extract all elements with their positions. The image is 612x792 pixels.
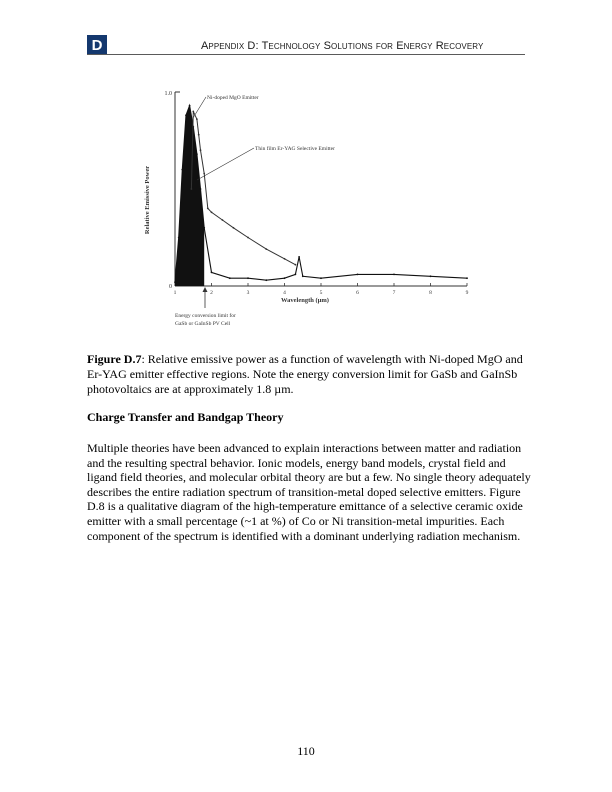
x-tick-label-6: 6: [356, 290, 359, 296]
header-divider: [87, 54, 525, 55]
y-axis-label: Relative Emissive Power: [144, 165, 151, 235]
series-ni-mgo-point: [357, 274, 359, 276]
caption-text: : Relative emissive power as a function of wavelength with Ni-doped MgO and Er-YAG emitter effective regions. Note the energy conversion limit for GaSb and GaInSb photovoltaics are at approximately 1.8 µm.: [87, 352, 523, 396]
series-er-yag-point: [233, 227, 235, 229]
figure-caption: [87, 352, 527, 397]
series-ni-mgo-point: [174, 281, 176, 283]
series-er-yag-point: [200, 149, 202, 151]
series-ni-mgo-point: [196, 153, 198, 155]
series-er-yag-point: [284, 258, 286, 260]
ni-mgo-emission-band: [175, 106, 204, 286]
series-ni-mgo-point: [211, 272, 213, 274]
series-er-yag-point: [211, 211, 213, 213]
running-header: Appendix D: Technology Solutions for Energy Recovery: [201, 40, 484, 52]
series-ni-mgo-point: [302, 275, 304, 277]
emissive-power-chart: [135, 80, 480, 335]
x-axis-label: Wavelength (µm): [281, 297, 329, 304]
series-ni-mgo-point: [203, 227, 205, 229]
x-tick-label-2: 2: [210, 290, 213, 296]
x-tick-label-3: 3: [246, 290, 250, 296]
x-tick-label-9: 9: [465, 290, 469, 296]
appendix-badge: D: [87, 35, 107, 55]
x-tick-label-8: 8: [429, 290, 432, 296]
series-ni-mgo-point: [466, 277, 468, 279]
series-er-yag-point: [192, 111, 194, 113]
series-er-yag-point: [247, 237, 249, 239]
y-tick-label-zero: 0: [169, 284, 172, 290]
y-tick-label-max: 1.0: [164, 91, 172, 97]
annotation-limit-line1: Energy conversion limit for: [175, 313, 236, 319]
annotation-er-yag-leader: [197, 148, 254, 180]
series-ni-mgo-point: [229, 277, 231, 279]
series-er-yag-point: [196, 118, 198, 120]
figure-label: Figure D.7: [87, 352, 142, 366]
x-tick-label-5: 5: [319, 290, 323, 296]
section-heading: Charge Transfer and Bandgap Theory: [87, 410, 284, 424]
series-ni-mgo-point: [284, 277, 286, 279]
annotation-er-yag: Thin film Er-YAG Selective Emitter: [255, 146, 335, 152]
page-number: 110: [297, 744, 315, 758]
series-ni-mgo-point: [320, 277, 322, 279]
series-ni-mgo-point: [247, 277, 249, 279]
series-ni-mgo-point: [178, 237, 180, 239]
series-ni-mgo-point: [200, 188, 202, 190]
series-ni-mgo-point: [185, 114, 187, 116]
series-ni-mgo-point: [430, 275, 432, 277]
x-tick-label-7: 7: [392, 290, 396, 296]
series-ni-mgo-line: [175, 106, 467, 283]
series-ni-mgo-point: [265, 279, 267, 281]
annotation-limit-line2: GaSb or GaInSb PV Cell: [175, 321, 231, 327]
figure-d7: [135, 80, 480, 335]
series-ni-mgo-point: [298, 256, 300, 258]
series-er-yag-point: [191, 188, 193, 190]
series-ni-mgo-point: [189, 105, 191, 107]
x-tick-label-1: 1: [173, 290, 177, 296]
annotation-ni-mgo: Ni-doped MgO Emitter: [207, 95, 259, 101]
annotation-ni-mgo-leader: [193, 97, 206, 118]
body-paragraph: Multiple theories have been advanced to explain interactions between matter and radiation and the resulting spectral behavior. Ionic models, energy band models, crystal field and ligand field theories, and molecular orbital theory are but a few. No single theory adequately describes the entire radiation spectrum of transition-metal doped selective emitters. Figure D.8 is a qualitative diagram of the high-temperature emittance of a selective ceramic oxide emitter with a small percentage (~1 at %) of Co or Ni transition-metal impurities. Each component of the spectrum is identified with a dominant underlying radiation mechanism.: [87, 441, 531, 543]
series-ni-mgo-point: [295, 274, 297, 276]
x-tick-label-4: 4: [283, 290, 286, 296]
series-er-yag-point: [222, 219, 224, 221]
series-er-yag-point: [265, 248, 267, 250]
series-ni-mgo-point: [393, 274, 395, 276]
series-er-yag-point: [295, 264, 297, 266]
series-er-yag-point: [203, 173, 205, 175]
series-er-yag-point: [198, 134, 200, 136]
series-er-yag-point: [207, 208, 209, 210]
series-ni-mgo-point: [181, 169, 183, 171]
conversion-limit-arrowhead: [203, 287, 208, 292]
